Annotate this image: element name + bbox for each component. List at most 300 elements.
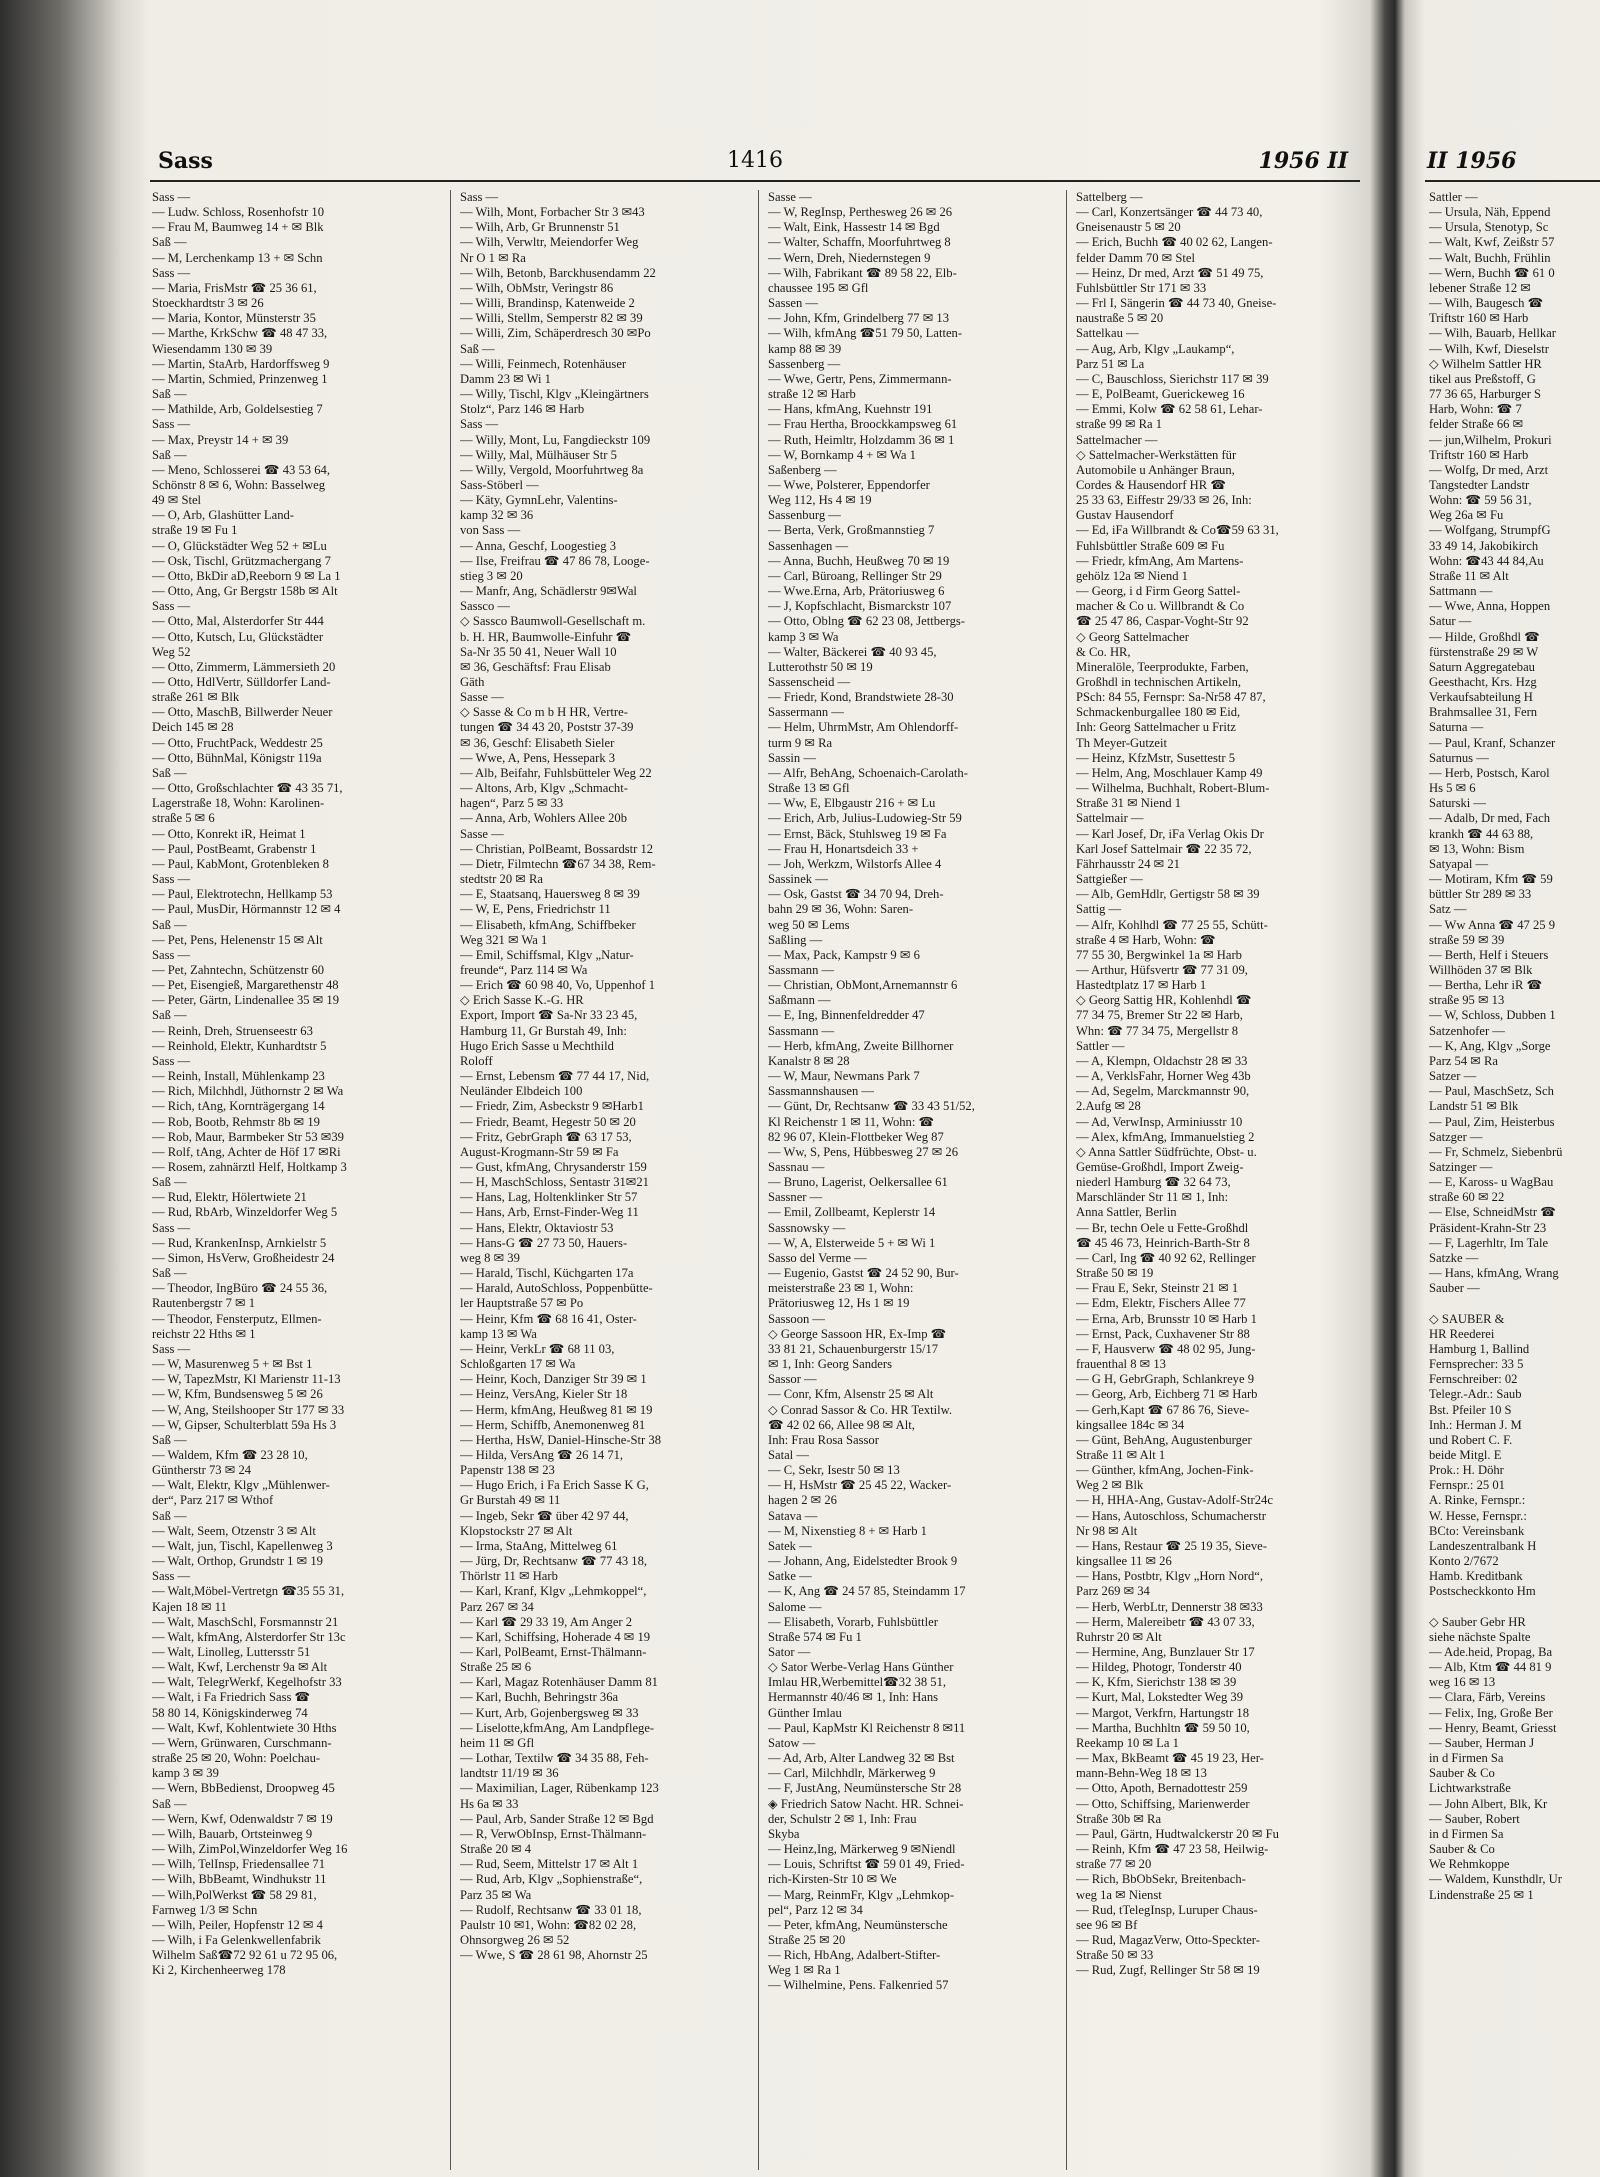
directory-entry-line: — Karl, Schiffsing, Hoherade 4 ✉ 19 xyxy=(460,1629,651,1644)
directory-entry-line: Sassenhagen — xyxy=(768,538,849,553)
directory-entry-line: — Sauber, Robert xyxy=(1429,1811,1520,1826)
directory-entry-line: — Peter, Gärtn, Lindenallee 35 ✉ 19 xyxy=(152,993,340,1008)
directory-entry-line: — Paul, MaschSetz, Sch xyxy=(1429,1084,1554,1099)
directory-entry-line: pel“, Parz 12 ✉ 34 xyxy=(768,1902,863,1917)
directory-entry-line: — Frau Hertha, Broockkampsweg 61 xyxy=(768,417,958,432)
directory-entry-line: Hamburg 1, Ballind xyxy=(1429,1341,1530,1356)
directory-entry-line: Hamb. Kreditbank xyxy=(1429,1569,1523,1584)
directory-entry-line: — W, RegInsp, Perthesweg 26 ✉ 26 xyxy=(768,205,953,220)
directory-entry-line: Satava — xyxy=(768,1508,818,1523)
directory-entry-line: — Wilh, Bauarb, Ortsteinweg 9 xyxy=(152,1826,313,1841)
page-header xyxy=(150,148,1360,178)
directory-entry-line: Sauber & Co xyxy=(1429,1842,1495,1857)
directory-entry-line: — Karl, Magaz Rotenhäuser Damm 81 xyxy=(460,1675,658,1690)
directory-entry-line: — Peter, kfmAng, Neumünstersche xyxy=(768,1917,948,1932)
directory-entry-line: — Emil, Zollbeamt, Keplerstr 14 xyxy=(768,1205,936,1220)
directory-entry-line: Satow — xyxy=(768,1735,816,1750)
directory-entry-line: Marschländer Str 11 ✉ 1, Inh: xyxy=(1076,1190,1229,1205)
directory-entry-line: — Ursula, Näh, Eppend xyxy=(1429,205,1551,220)
directory-entry-line: — Frau H, Honartsdeich 33 + xyxy=(768,841,919,856)
directory-entry-line: Stoeckhardtstr 3 ✉ 26 xyxy=(152,296,264,311)
directory-entry-line: — Max, BkBeamt ☎ 45 19 23, Her- xyxy=(1076,1751,1264,1766)
directory-entry-line: — M, Lerchenkamp 13 + ✉ Schn xyxy=(152,250,323,265)
directory-entry-line: straße 60 ✉ 22 xyxy=(1429,1190,1505,1205)
directory-entry-line: straße 19 ✉ Fu 1 xyxy=(152,523,238,538)
directory-entry-line: — Fr, Schmelz, Siebenbrü xyxy=(1429,1144,1563,1159)
directory-entry-line: — Hildeg, Photogr, Tonderstr 40 xyxy=(1076,1660,1242,1675)
directory-entry-line: — G H, GebrGraph, Schlankreye 9 xyxy=(1076,1372,1255,1387)
directory-entry-line: — Kurt, Arb, Gojenbergsweg ✉ 33 xyxy=(460,1705,639,1720)
directory-entry-line: 82 96 07, Klein-Flottbeker Weg 87 xyxy=(768,1129,944,1144)
directory-entry-line: — Alfr, Kohlhdl ☎ 77 25 55, Schütt- xyxy=(1076,917,1268,932)
directory-entry-line: — Walt, Kwf, Kohlentwiete 30 Hths xyxy=(152,1720,337,1735)
directory-entry-line: — Otto, Mal, Alsterdorfer Str 444 xyxy=(152,614,324,629)
directory-entry-line: — W, E, Pens, Friedrichstr 11 xyxy=(460,902,611,917)
directory-entry-line: — Elisabeth, Vorarb, Fuhlsbüttler xyxy=(768,1614,938,1629)
directory-entry-line: — Georg, Arb, Eichberg 71 ✉ Harb xyxy=(1076,1387,1258,1402)
directory-entry-line: ☎ 42 02 66, Allee 98 ✉ Alt, xyxy=(768,1417,915,1432)
directory-entry-line: — J, Kopfschlacht, Bismarckstr 107 xyxy=(768,599,952,614)
directory-entry-line: 77 34 75, Bremer Str 22 ✉ Harb, xyxy=(1076,1008,1243,1023)
directory-entry-line: — Walt, MaschSchl, Forsmannstr 21 xyxy=(152,1614,339,1629)
directory-entry-line: beide Mitgl. E xyxy=(1429,1447,1502,1462)
directory-entry-line: — W, Gipser, Schulterblatt 59a Hs 3 xyxy=(152,1417,337,1432)
directory-entry-line: — Heinr, Koch, Danziger Str 39 ✉ 1 xyxy=(460,1372,647,1387)
directory-entry-line: — H, HsMstr ☎ 25 45 22, Wacker- xyxy=(768,1478,952,1493)
directory-entry-line: Sassinek — xyxy=(768,872,828,887)
directory-entry-line: — Ww Anna ☎ 47 25 9 xyxy=(1429,917,1555,932)
directory-entry-line: — Alb, Ktm ☎ 44 81 9 xyxy=(1429,1660,1552,1675)
directory-entry-line: Straße 50 ✉ 33 xyxy=(1076,1948,1154,1963)
directory-entry-line: — R, VerwObInsp, Ernst-Thälmann- xyxy=(460,1826,647,1841)
directory-entry-line: — Margot, Verkfrn, Hartungstr 18 xyxy=(1076,1705,1250,1720)
directory-entry-line: Sassenberg — xyxy=(768,356,841,371)
directory-entry-line: Satur — xyxy=(1429,614,1472,629)
directory-entry-line: — Wwe.Erna, Arb, Prätoriusweg 6 xyxy=(768,584,945,599)
directory-entry-line: Sassner — xyxy=(768,1190,823,1205)
directory-entry-line: Saßenberg — xyxy=(768,462,837,477)
directory-entry-line: Sattgießer — xyxy=(1076,872,1143,887)
directory-entry-line: — Lothar, Textilw ☎ 34 35 88, Feh- xyxy=(460,1751,649,1766)
directory-entry-line: — Walt, i Fa Friedrich Sass ☎ xyxy=(152,1690,311,1705)
directory-entry-line: — Georg, i d Firm Georg Sattel- xyxy=(1076,584,1241,599)
directory-entry-line: — Joh, Werkzm, Wilstorfs Allee 4 xyxy=(768,856,942,871)
directory-entry-line: Hugo Erich Sasse u Mechthild xyxy=(460,1038,614,1053)
directory-entry-line: Straße 25 ✉ 20 xyxy=(768,1932,846,1947)
directory-entry-line: — Max, Preystr 14 + ✉ 39 xyxy=(152,432,289,447)
directory-entry-line: Anna Sattler, Berlin xyxy=(1076,1205,1177,1220)
directory-entry-line: — Martin, Schmied, Prinzenweg 1 xyxy=(152,371,328,386)
directory-entry-line: Sassin — xyxy=(768,750,816,765)
directory-entry-line: Saturna — xyxy=(1429,720,1484,735)
directory-entry-line: straße 25 ✉ 20, Wohn: Poelchau- xyxy=(152,1751,321,1766)
directory-entry-line: — Paul, Gärtn, Hudtwalckerstr 20 ✉ Fu xyxy=(1076,1826,1279,1841)
directory-entry-line: Weg 321 ✉ Wa 1 xyxy=(460,932,548,947)
column-separator xyxy=(450,190,451,2170)
directory-entry-line: Sassor — xyxy=(768,1372,817,1387)
directory-entry-line: — Eugenio, Gastst ☎ 24 52 90, Bur- xyxy=(768,1266,959,1281)
directory-entry-line: — Wern, BbBedienst, Droopweg 45 xyxy=(152,1781,335,1796)
directory-entry-line: — Karl, Kranf, Klgv „Lehmkoppel“, xyxy=(460,1584,647,1599)
directory-entry-line: — Ww, S, Pens, Hübbesweg 27 ✉ 26 xyxy=(768,1144,959,1159)
directory-entry-line: — John Albert, Blk, Kr xyxy=(1429,1796,1548,1811)
directory-entry-line: — C, Bauschloss, Sierichstr 117 ✉ 39 xyxy=(1076,371,1269,386)
directory-entry-line: — Aug, Arb, Klgv „Laukamp“, xyxy=(1076,341,1235,356)
directory-entry-line: Neuländer Elbdeich 100 xyxy=(460,1084,583,1099)
directory-entry-line: Saß — xyxy=(152,1266,187,1281)
directory-entry-line: 33 49 14, Jakobikirch xyxy=(1429,538,1539,553)
directory-entry-line: — Hans, Restaur ☎ 25 19 35, Sieve- xyxy=(1076,1538,1267,1553)
directory-entry-line: — Br, techn Oele u Fette-Großhdl xyxy=(1076,1220,1249,1235)
directory-entry-line: Saß — xyxy=(152,387,187,402)
directory-entry-line: — Hans, Lag, Holtenklinker Str 57 xyxy=(460,1190,638,1205)
directory-column-1 xyxy=(152,190,440,2170)
directory-entry-line: Weg 26a ✉ Fu xyxy=(1429,508,1504,523)
directory-entry-line: ◇ Erich Sasse K.-G. HR xyxy=(460,993,584,1008)
directory-entry-line: Sass — xyxy=(152,947,191,962)
directory-entry-line: Cordes & Hausendorf HR ☎ xyxy=(1076,477,1226,492)
directory-entry-line: — Ad, Arb, Alter Landweg 32 ✉ Bst xyxy=(768,1751,955,1766)
directory-entry-line: — Rich, BbObSekr, Breitenbach- xyxy=(1076,1872,1246,1887)
directory-entry-line: ◇ SAUBER & xyxy=(1429,1311,1505,1326)
directory-entry-line: — Rud, Arb, Klgv „Sophienstraße“, xyxy=(460,1872,643,1887)
directory-entry-line: — Alfr, BehAng, Schoenaich-Carolath- xyxy=(768,765,968,780)
directory-entry-line: — Maria, FrisMstr ☎ 25 36 61, xyxy=(152,280,317,295)
directory-entry-line: Fernsprecher: 33 5 xyxy=(1429,1357,1524,1372)
directory-entry-line: Straße 50 ✉ 19 xyxy=(1076,1266,1154,1281)
directory-entry-line: — Ilse, Freifrau ☎ 47 86 78, Looge- xyxy=(460,553,650,568)
directory-entry-line: Verkaufsabteilung H xyxy=(1429,690,1533,705)
directory-entry-line: Satek — xyxy=(768,1538,812,1553)
directory-entry-line: 2.Aufg ✉ 28 xyxy=(1076,1099,1141,1114)
directory-entry-line: W. Hesse, Fernspr.: xyxy=(1429,1508,1527,1523)
directory-entry-line: Skyba xyxy=(768,1826,800,1841)
directory-entry-line: hagen 2 ✉ 26 xyxy=(768,1493,837,1508)
directory-entry-line: — Walt, Elektr, Klgv „Mühlenwer- xyxy=(152,1478,330,1493)
directory-entry-line: — Hans, Postbtr, Klgv „Horn Nord“, xyxy=(1076,1569,1263,1584)
directory-entry-line: Konto 2/7672 xyxy=(1429,1554,1499,1569)
directory-entry-line: Sass — xyxy=(152,599,191,614)
directory-entry-line: — Anna, Buchh, Heußweg 70 ✉ 19 xyxy=(768,553,950,568)
directory-entry-line: HR Reederei xyxy=(1429,1326,1495,1341)
directory-entry-line: — Edm, Elektr, Fischers Allee 77 xyxy=(1076,1296,1246,1311)
directory-entry-line: Satal — xyxy=(768,1447,809,1462)
directory-entry-line: — Heinz, VersAng, Kieler Str 18 xyxy=(460,1387,628,1402)
directory-entry-line: Triftstr 160 ✉ Harb xyxy=(1429,311,1529,326)
directory-entry-line: — H, HHA-Ang, Gustav-Adolf-Str24c xyxy=(1076,1493,1273,1508)
directory-entry-line: Inh: Frau Rosa Sassor xyxy=(768,1432,879,1447)
directory-entry-line: Parz 269 ✉ 34 xyxy=(1076,1584,1150,1599)
directory-entry-line: Satzer — xyxy=(1429,1069,1477,1084)
directory-entry-line: Hs 6a ✉ 33 xyxy=(460,1796,519,1811)
directory-entry-line: — Pet, Pens, Helenenstr 15 ✉ Alt xyxy=(152,932,323,947)
directory-entry-line: Ki 2, Kirchenheerweg 178 xyxy=(152,1963,286,1978)
directory-entry-line: Tangstedter Landstr xyxy=(1429,477,1530,492)
directory-entry-line: rich-Kirsten-Str 10 ✉ We xyxy=(768,1872,897,1887)
directory-entry-line: — A, VerklsFahr, Horner Weg 43b xyxy=(1076,1069,1251,1084)
directory-entry-line: — Friedr, Zim, Asbeckstr 9 ✉Harb1 xyxy=(460,1099,644,1114)
directory-entry-line: — Heinr, VerkLr ☎ 68 11 03, xyxy=(460,1341,615,1356)
directory-entry-line: ☎ 45 46 73, Heinrich-Barth-Str 8 xyxy=(1076,1235,1250,1250)
directory-entry-line: Straße 574 ✉ Fu 1 xyxy=(768,1629,862,1644)
directory-entry-line: Parz 35 ✉ Wa xyxy=(460,1887,532,1902)
directory-entry-line: — Walter, Bäckerei ☎ 40 93 45, xyxy=(768,644,937,659)
directory-entry-line: — Wwe, Polsterer, Eppendorfer xyxy=(768,477,930,492)
directory-entry-line: — Christian, ObMont,Arnemannstr 6 xyxy=(768,978,958,993)
directory-entry-line: — Erna, Arb, Brunsstr 10 ✉ Harb 1 xyxy=(1076,1311,1257,1326)
directory-entry-line: — Paul, Zim, Heisterbus xyxy=(1429,1114,1555,1129)
directory-entry-line: — Rud, Elektr, Hölertwiete 21 xyxy=(152,1190,307,1205)
directory-entry-line: Satyapal — xyxy=(1429,856,1489,871)
directory-entry-line: — Ludw. Schloss, Rosenhofstr 10 xyxy=(152,205,324,220)
directory-entry-line: — Frl I, Sängerin ☎ 44 73 40, Gneise- xyxy=(1076,296,1277,311)
directory-entry-line: — Altons, Arb, Klgv „Schmacht- xyxy=(460,781,628,796)
directory-entry-line: — Herb, kfmAng, Zweite Billhorner xyxy=(768,1038,954,1053)
directory-entry-line: Triftstr 160 ✉ Harb xyxy=(1429,447,1529,462)
directory-entry-line: — Paul, KapMstr Kl Reichenstr 8 ✉11 xyxy=(768,1720,966,1735)
directory-entry-line: Hermannstr 40/46 ✉ 1, Inh: Hans xyxy=(768,1690,939,1705)
directory-entry-line: — W, Bornkamp 4 + ✉ Wa 1 xyxy=(768,447,916,462)
directory-entry-line xyxy=(1429,1296,1600,1311)
directory-entry-line: Brahmsallee 31, Fern xyxy=(1429,705,1538,720)
directory-entry-line: Papenstr 138 ✉ 23 xyxy=(460,1463,555,1478)
directory-entry-line: Automobile u Anhänger Braun, xyxy=(1076,462,1235,477)
directory-entry-line: — Wilh, Peiler, Hopfenstr 12 ✉ 4 xyxy=(152,1917,323,1932)
directory-entry-line: — Ad, VerwInsp, Arminiusstr 10 xyxy=(1076,1114,1243,1129)
directory-entry-line: naustraße 5 ✉ 20 xyxy=(1076,311,1164,326)
directory-entry-line: — Willy, Mal, Mülhäuser Str 5 xyxy=(460,447,617,462)
directory-entry-line: Sasse — xyxy=(460,690,504,705)
directory-entry-line: — Erich, Buchh ☎ 40 02 62, Langen- xyxy=(1076,235,1273,250)
directory-entry-line: ✉ 36, Geschf: Elisabeth Sieler xyxy=(460,735,615,750)
directory-entry-line: Gemüse-Großhdl, Import Zweig- xyxy=(1076,1160,1244,1174)
directory-entry-line: weg 16 ✉ 13 xyxy=(1429,1675,1496,1690)
directory-entry-line: — Harald, AutoSchloss, Poppenbütte- xyxy=(460,1281,653,1296)
directory-entry-line: Hamburg 11, Gr Burstah 49, Inh: xyxy=(460,1023,627,1038)
directory-entry-line: Klopstockstr 27 ✉ Alt xyxy=(460,1523,573,1538)
directory-entry-line: Güntherstr 73 ✉ 24 xyxy=(152,1463,252,1478)
directory-entry-line: Sattelberg — xyxy=(1076,190,1143,204)
directory-entry-line: — Friedr, Kond, Brandstwiete 28-30 xyxy=(768,690,954,705)
directory-entry-line: straße 77 ✉ 20 xyxy=(1076,1857,1152,1872)
directory-entry-line: Sattmann — xyxy=(1429,584,1493,599)
directory-entry-line: Gneisenaustr 5 ✉ 20 xyxy=(1076,220,1181,235)
directory-entry-line: krankh ☎ 44 63 88, xyxy=(1429,826,1534,841)
directory-entry-line: stedtstr 20 ✉ Ra xyxy=(460,872,543,887)
directory-entry-line: — Berta, Verk, Großmannstieg 7 xyxy=(768,523,935,538)
directory-entry-line: 25 33 63, Eiffestr 29/33 ✉ 26, Inh: xyxy=(1076,493,1252,508)
directory-entry-line: — Wilh, Bauarb, Hellkar xyxy=(1429,326,1556,341)
directory-entry-line: Parz 54 ✉ Ra xyxy=(1429,1053,1498,1068)
directory-entry-line: — Hans, kfmAng, Wrang xyxy=(1429,1266,1559,1281)
directory-entry-line: kamp 88 ✉ 39 xyxy=(768,341,842,356)
directory-entry-line: — Wilh, Verwltr, Meiendorfer Weg xyxy=(460,235,639,250)
directory-entry-line: Fuhlsbüttler Straße 609 ✉ Fu xyxy=(1076,538,1225,553)
directory-entry-line: — Ernst, Pack, Cuxhavener Str 88 xyxy=(1076,1326,1250,1341)
directory-entry-line: — Meno, Schlosserei ☎ 43 53 64, xyxy=(152,462,330,477)
directory-entry-line: Sass — xyxy=(152,1220,191,1235)
directory-entry-line: — Herm, kfmAng, Heußweg 81 ✉ 19 xyxy=(460,1402,653,1417)
directory-entry-line: PSch: 84 55, Fernspr: Sa-Nr58 47 87, xyxy=(1076,690,1266,705)
directory-entry-line: Großhdl in technischen Artikeln, xyxy=(1076,675,1242,689)
directory-entry-line: — Arthur, Hüfsvertr ☎ 77 31 09, xyxy=(1076,962,1248,977)
directory-entry-line: — Alex, kfmAng, Immanuelstieg 2 xyxy=(1076,1129,1255,1144)
directory-entry-line: Inh.: Herman J. M xyxy=(1429,1417,1522,1432)
directory-entry-line: Saß — xyxy=(152,917,187,932)
directory-entry-line: Parz 267 ✉ 34 xyxy=(460,1599,534,1614)
directory-entry-line: — Willi, Zim, Schäperdresch 30 ✉Po xyxy=(460,326,651,341)
next-page-header: II 1956 xyxy=(1427,148,1517,174)
directory-entry-line: — Willi, Feinmech, Rotenhäuser xyxy=(460,356,627,371)
directory-entry-line: — Osk, Tischl, Grützmachergang 7 xyxy=(152,553,331,568)
directory-entry-line: Schloßgarten 17 ✉ Wa xyxy=(460,1357,576,1372)
directory-entry-line: Straße 13 ✉ Gfl xyxy=(768,781,850,796)
directory-entry-line: Schmackenburgallee 180 ✉ Eid, xyxy=(1076,705,1241,720)
directory-entry-line: fürstenstraße 29 ✉ W xyxy=(1429,644,1539,659)
directory-entry-line: ler Hauptstraße 57 ✉ Po xyxy=(460,1296,584,1311)
directory-entry-line: — Alb, GemHdlr, Gertigstr 58 ✉ 39 xyxy=(1076,887,1260,902)
directory-entry-line: kamp 32 ✉ 36 xyxy=(460,508,534,523)
directory-entry-line: Weg 52 xyxy=(152,644,191,659)
directory-entry-line: — Paul, Arb, Sander Straße 12 ✉ Bgd xyxy=(460,1811,654,1826)
directory-entry-line: Mineralöle, Teerprodukte, Farben, xyxy=(1076,659,1249,674)
directory-entry-line: — Paul, PostBeamt, Grabenstr 1 xyxy=(152,841,317,856)
directory-entry-line: ◇ Sattelmacher-Werkstätten für xyxy=(1076,447,1237,462)
directory-entry-line: hagen“, Parz 5 ✉ 33 xyxy=(460,796,564,811)
directory-entry-line: Wilhelm Saß☎72 92 61 u 72 95 06, xyxy=(152,1948,338,1963)
directory-entry-line: straße 95 ✉ 13 xyxy=(1429,993,1505,1008)
directory-entry-line: — Wolfgang, StrumpfG xyxy=(1429,523,1551,538)
directory-entry-line: kingsallee 184c ✉ 34 xyxy=(1076,1417,1185,1432)
directory-entry-line: Whn: ☎ 77 34 75, Mergellstr 8 xyxy=(1076,1023,1239,1038)
directory-entry-line: Thörlstr 11 ✉ Harb xyxy=(460,1569,558,1584)
directory-entry-line: kingsallee 11 ✉ 26 xyxy=(1076,1554,1172,1569)
directory-entry-line: straße 12 ✉ Harb xyxy=(768,387,856,402)
directory-entry-line: — Bertha, Lehr iR ☎ xyxy=(1429,978,1543,993)
directory-entry-line: — Wwe, S ☎ 28 61 98, Ahornstr 25 xyxy=(460,1948,648,1963)
directory-entry-line: — Rudolf, Rechtsanw ☎ 33 01 18, xyxy=(460,1902,642,1917)
directory-entry-line: Sassmann — xyxy=(768,1023,835,1038)
directory-entry-line: frauenthal 8 ✉ 13 xyxy=(1076,1357,1166,1372)
directory-entry-line: niederl Hamburg ☎ 32 64 73, xyxy=(1076,1175,1231,1190)
directory-entry-line: der, Schulstr 2 ✉ 1, Inh: Frau xyxy=(768,1811,917,1826)
directory-entry-line: — Erich ☎ 60 98 40, Vo, Uppenhof 1 xyxy=(460,978,656,993)
directory-entry-line: — Willy, Mont, Lu, Fangdieckstr 109 xyxy=(460,432,651,447)
directory-entry-line: — Jürg, Dr, Rechtsanw ☎ 77 43 18, xyxy=(460,1554,648,1569)
directory-entry-line: — Bruno, Lagerist, Oelkersallee 61 xyxy=(768,1175,948,1190)
directory-entry-line: Sasso del Verme — xyxy=(768,1250,867,1265)
directory-entry-line: — Ruth, Heimltr, Holzdamm 36 ✉ 1 xyxy=(768,432,955,447)
directory-entry-line: Gr Burstah 49 ✉ 11 xyxy=(460,1493,561,1508)
directory-entry-line: reichstr 22 Hths ✉ 1 xyxy=(152,1326,256,1341)
directory-entry-line: lebener Straße 12 ✉ xyxy=(1429,280,1531,295)
directory-entry-line: ◇ Sassco Baumwoll-Gesellschaft m. xyxy=(460,614,646,629)
directory-entry-line: Sassnowsky — xyxy=(768,1220,846,1235)
directory-entry-line: & Co. HR, xyxy=(1076,644,1131,659)
directory-entry-line: Saß — xyxy=(460,341,495,356)
directory-entry-line: — Wilh, i Fa Gelenkwellenfabrik xyxy=(152,1932,321,1947)
directory-entry-line: Bst. Pfeiler 10 S xyxy=(1429,1402,1512,1417)
directory-entry-line: Sass — xyxy=(152,265,191,280)
directory-entry-line: — Gerh,Kapt ☎ 67 86 76, Sieve- xyxy=(1076,1402,1250,1417)
directory-entry-line: — Otto, Zimmerm, Lämmersieth 20 xyxy=(152,659,336,674)
directory-entry-line: — Johann, Ang, Eidelstedter Brook 9 xyxy=(768,1554,958,1569)
directory-entry-line: Straße 25 ✉ 6 xyxy=(460,1660,532,1675)
directory-entry-line: — Walt, Kwf, Lerchenstr 9a ✉ Alt xyxy=(152,1660,328,1675)
directory-entry-line: siehe nächste Spalte xyxy=(1429,1629,1531,1644)
directory-entry-line: Sauber — xyxy=(1429,1281,1480,1296)
directory-entry-line: Sattelkau — xyxy=(1076,326,1139,341)
directory-entry-line: — Walt, Seem, Otzenstr 3 ✉ Alt xyxy=(152,1523,316,1538)
directory-entry-line: — Rud, Seem, Mittelstr 17 ✉ Alt 1 xyxy=(460,1857,639,1872)
directory-entry-line: ☎ 25 47 86, Caspar-Voght-Str 92 xyxy=(1076,614,1249,629)
directory-entry-line: Sass — xyxy=(152,1053,191,1068)
directory-entry-line: Willhöden 37 ✉ Blk xyxy=(1429,962,1533,977)
next-page-header-rule xyxy=(1425,180,1600,182)
directory-entry-line: — Walt, Orthop, Grundstr 1 ✉ 19 xyxy=(152,1554,323,1569)
directory-entry-line: — Günt, BehAng, Augustenburger xyxy=(1076,1432,1252,1447)
directory-entry-line: — Carl, Ing ☎ 40 92 62, Rellinger xyxy=(1076,1250,1256,1265)
directory-entry-line: Fernschreiber: 02 xyxy=(1429,1372,1518,1387)
directory-entry-line: Sassenscheid — xyxy=(768,675,851,689)
directory-entry-line: meisterstraße 23 ✉ 1, Wohn: xyxy=(768,1281,914,1296)
directory-entry-line: — Walt, jun, Tischl, Kapellenweg 3 xyxy=(152,1538,333,1553)
directory-entry-line: — Hilda, VersAng ☎ 26 14 71, xyxy=(460,1447,624,1462)
directory-entry-line: — Otto, Apoth, Bernadottestr 259 xyxy=(1076,1781,1248,1796)
directory-entry-line: — Theodor, Fensterputz, Ellmen- xyxy=(152,1311,322,1326)
directory-entry-line: Karl Josef Sattelmair ☎ 22 35 72, xyxy=(1076,841,1252,856)
directory-entry-line: — Hugo Erich, i Fa Erich Sasse K G, xyxy=(460,1478,649,1493)
directory-entry-line: Straße 11 ✉ Alt 1 xyxy=(1076,1447,1166,1462)
directory-entry-line: Sa-Nr 35 50 41, Neuer Wall 10 xyxy=(460,644,617,659)
directory-entry-line: — Louis, Schriftst ☎ 59 01 49, Fried- xyxy=(768,1857,965,1872)
directory-entry-line: Sass-Stöberl — xyxy=(460,477,539,492)
directory-entry-line: Saßmann — xyxy=(768,993,831,1008)
directory-entry-line: — Wilh, Baugesch ☎ xyxy=(1429,296,1544,311)
directory-entry-line: — W, TapezMstr, Kl Marienstr 11-13 xyxy=(152,1372,341,1387)
directory-entry-line: Nr 98 ✉ Alt xyxy=(1076,1523,1138,1538)
directory-entry-line: Fuhlsbüttler Str 171 ✉ 33 xyxy=(1076,280,1207,295)
directory-entry-line: Harb, Wohn: ☎ 7 xyxy=(1429,402,1522,417)
directory-entry-line: ◇ Georg Sattig HR, Kohlenhdl ☎ xyxy=(1076,993,1252,1008)
directory-entry-line: 77 55 30, Bergwinkel 1a ✉ Harb xyxy=(1076,947,1242,962)
directory-entry-line: weg 1a ✉ Nienst xyxy=(1076,1887,1162,1902)
directory-entry-line: — Waldem, Kunsthdlr, Ur xyxy=(1429,1872,1562,1887)
directory-entry-line: ◇ Georg Sattelmacher xyxy=(1076,629,1189,644)
directory-entry-line: — Wwe, Gertr, Pens, Zimmermann- xyxy=(768,371,952,386)
directory-entry-line: gehölz 12a ✉ Niend 1 xyxy=(1076,568,1188,583)
directory-entry-line: Saß — xyxy=(152,1508,187,1523)
directory-entry-line: — Hans, Autoschloss, Schumacherstr xyxy=(1076,1508,1266,1523)
directory-entry-line: Saß — xyxy=(152,447,187,462)
directory-entry-line: — Herm, Malereibetr ☎ 43 07 33, xyxy=(1076,1614,1255,1629)
directory-entry-line: Stolz“, Parz 146 ✉ Harb xyxy=(460,402,585,417)
directory-entry-line: Sassenburg — xyxy=(768,508,841,523)
directory-entry-line: — Hans, Elektr, Oktaviostr 53 xyxy=(460,1220,614,1235)
directory-entry-line: Saß — xyxy=(152,765,187,780)
directory-entry-line: — Reinh, Kfm ☎ 47 23 58, Heilwig- xyxy=(1076,1842,1269,1857)
directory-entry-line: Gäth xyxy=(460,675,485,689)
directory-entry-line: — Rolf, tAng, Achter de Höf 17 ✉Ri xyxy=(152,1144,341,1159)
directory-entry-line: b. H. HR, Baumwolle-Einfuhr ☎ xyxy=(460,629,632,644)
directory-entry-line: 33 81 21, Schauenburgerstr 15/17 xyxy=(768,1341,939,1356)
directory-entry-line: — Ed, iFa Willbrandt & Co☎59 63 31, xyxy=(1076,523,1279,538)
directory-entry-line: Sattelmacher — xyxy=(1076,432,1158,447)
directory-entry-line: Sassmann — xyxy=(768,962,835,977)
directory-entry-line: — E, Staatsanq, Hauersweg 8 ✉ 39 xyxy=(460,887,640,902)
directory-entry-line: 58 80 14, Königskinderweg 74 xyxy=(152,1705,308,1720)
directory-entry-line: Sass — xyxy=(152,1341,191,1356)
